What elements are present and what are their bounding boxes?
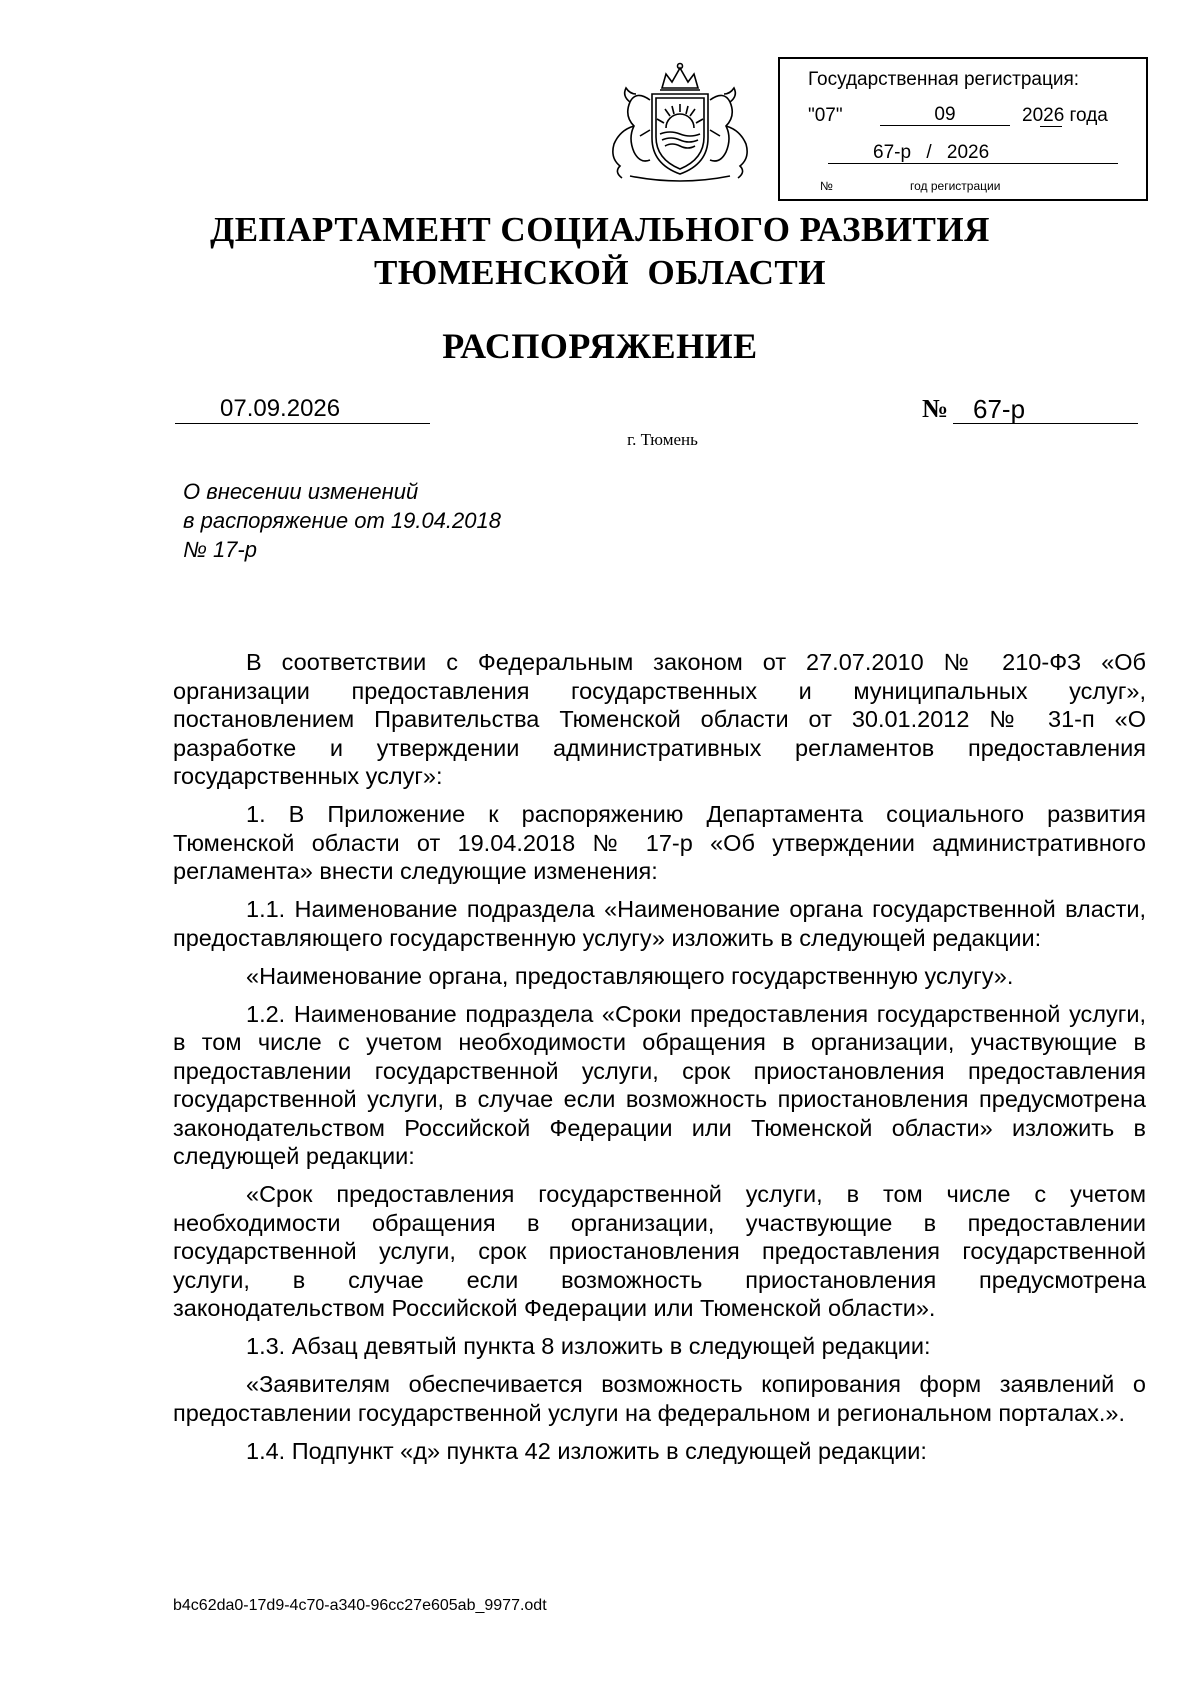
registration-title: Государственная регистрация:	[808, 69, 1080, 90]
subject-line: № 17-р	[183, 537, 257, 562]
document-subject	[183, 477, 501, 564]
registration-number-label: №	[820, 179, 833, 193]
coat-of-arms-emblem	[600, 60, 760, 190]
registration-number: 67-р	[873, 142, 912, 163]
department-name-line2: ТЮМЕНСКОЙ ОБЛАСТИ	[373, 253, 827, 292]
body-paragraph: 1. В Приложение к распоряжению Департамента социального развития Тюменской области от 19.04.2018 № 17-р «Об утверждении административного регламента» внести следующие изменения:	[173, 801, 1146, 884]
registration-day: "07"	[808, 105, 843, 126]
document-city: г. Тюмень	[627, 430, 698, 449]
body-paragraph: «Заявителям обеспечивается возможность копирования форм заявлений о предоставлении государственной услуги на федеральном и региональном порталах.».	[173, 1371, 1146, 1426]
registration-number-line	[828, 143, 1118, 164]
subject-line: О внесении изменений	[183, 479, 419, 504]
body-paragraph: 1.1. Наименование подраздела «Наименование органа государственной власти, предоставляющего государственную услугу» изложить в следующей редакции:	[173, 896, 1146, 951]
body-paragraph: В соответствии с Федеральным законом от 27.07.2010 № 210-ФЗ «Об организации предоставления государственных и муниципальных услуг», постановлением Правительства Тюменской области от 30.01.2012 № 31-п «О разработке и утверждении административных регламентов предоставления государственных услуг»:	[173, 649, 1146, 789]
registration-separator: /	[926, 142, 932, 163]
department-name-line1: ДЕПАРТАМЕНТ СОЦИАЛЬНОГО РАЗВИТИЯ	[210, 210, 990, 249]
registration-year-underline	[1040, 126, 1062, 127]
body-paragraph: «Наименование органа, предоставляющего государственную услугу».	[246, 962, 1014, 989]
number-sign: №	[922, 394, 949, 423]
body-paragraph: «Срок предоставления государственной услуги, в том числе с учетом необходимости обращения в организации, участвующие в предоставлении государственной услуги, срок приостановления предоставления государственной услуги, в случае если возможность приостановления предусмотрена законодательством Российской Федерации или Тюменской области».	[173, 1181, 1146, 1321]
body-paragraph: 1.2. Наименование подраздела «Сроки предоставления государственной услуги, в том числе с учетом необходимости обращения в организации, участвующие в предоставлении государственной услуги, срок приостановления предоставления государственной услуги, в случае если возможность приостановления предусмотрена законодательством Российской Федерации или Тюменской области» изложить в следующей редакции:	[173, 1000, 1146, 1169]
subject-line: в распоряжение от 19.04.2018	[183, 508, 501, 533]
body-paragraph: 1.3. Абзац девятый пункта 8 изложить в следующей редакции:	[246, 1333, 931, 1359]
registration-reg-year: 2026	[946, 142, 990, 163]
registration-month: 09	[880, 105, 1010, 126]
registration-year: 2026 года	[1022, 105, 1108, 126]
document-number: 67-р	[953, 395, 1138, 424]
document-date: 07.09.2026	[175, 395, 430, 424]
document-body	[173, 648, 1146, 1475]
registration-year-label: год регистрации	[910, 179, 1001, 193]
document-type: РАСПОРЯЖЕНИЕ	[442, 326, 758, 366]
footer-filename: b4c62da0-17d9-4c70-a340-96cc27e605ab_9977.odt	[173, 1597, 547, 1614]
registration-stamp	[778, 57, 1148, 201]
body-paragraph: 1.4. Подпункт «д» пункта 42 изложить в следующей редакции:	[246, 1437, 927, 1464]
